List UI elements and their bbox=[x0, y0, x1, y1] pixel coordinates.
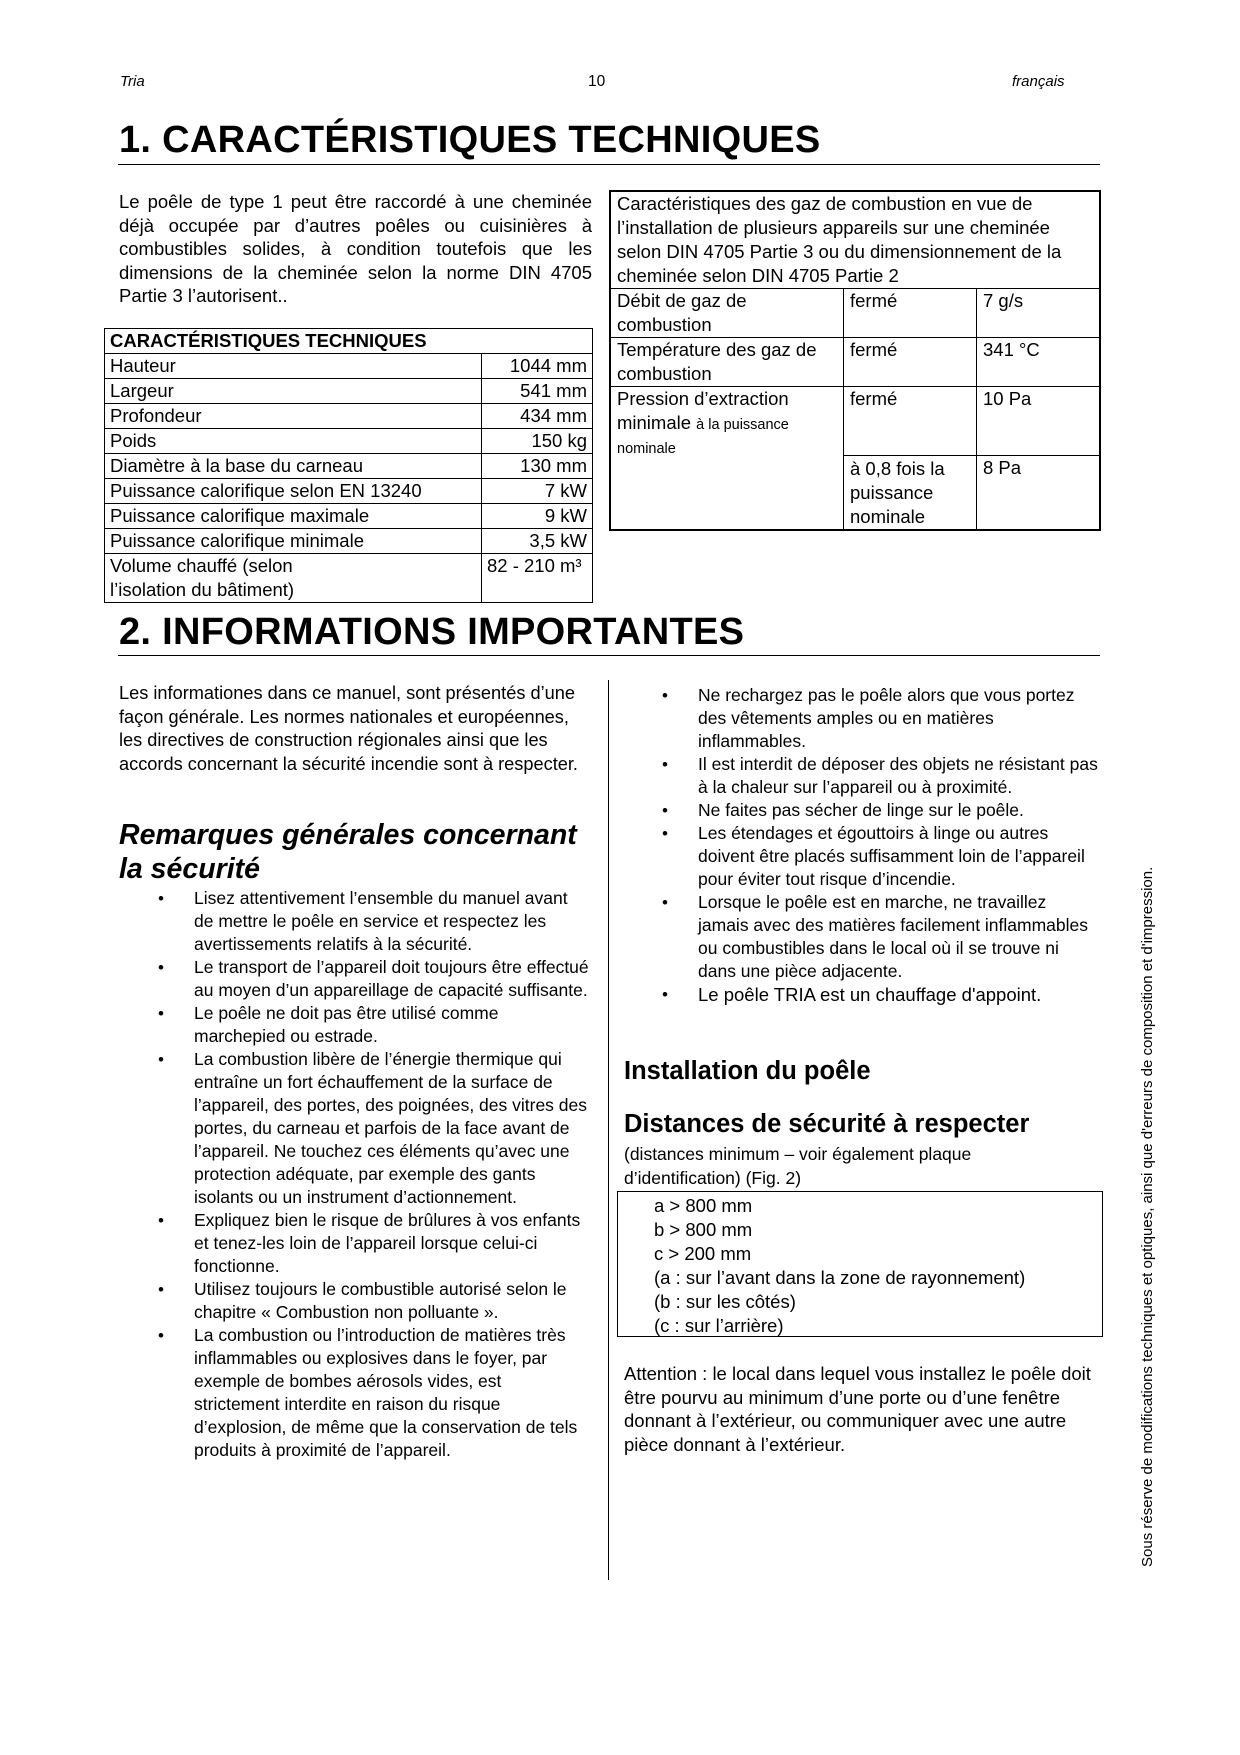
spec-value: 1044 mm bbox=[482, 354, 593, 379]
table-row bbox=[105, 404, 593, 429]
column-divider bbox=[608, 680, 609, 1580]
spec-value: 150 kg bbox=[482, 429, 593, 454]
distance-b-note: (b : sur les côtés) bbox=[654, 1291, 796, 1312]
table-row bbox=[105, 504, 593, 529]
table-row bbox=[105, 379, 593, 404]
page-number: 10 bbox=[588, 73, 606, 90]
list-item: • Il est interdit de déposer des objets ne résistant pas à la chaleur sur l’appareil ou à proximité. bbox=[698, 753, 1098, 799]
list-item: • Expliquez bien le risque de brûlures à vos enfants et tenez-les loin de l’appareil lorsque celui-ci fonctionne. bbox=[194, 1209, 590, 1278]
distance-c-note: (c : sur l’arrière) bbox=[654, 1315, 784, 1336]
install-heading: Installation du poêle bbox=[624, 1057, 871, 1085]
list-item: • Le poêle TRIA est un chauffage d'appoint. bbox=[698, 983, 1098, 1006]
spec-value: 82 - 210 m³ bbox=[482, 554, 593, 603]
table-row bbox=[105, 529, 593, 554]
spec-value: 3,5 kW bbox=[482, 529, 593, 554]
safety-heading: Remarques générales concernant la sécurité bbox=[119, 819, 577, 885]
safety-list-right bbox=[698, 684, 1098, 1006]
section1-title: 1. CARACTÉRISTIQUES TECHNIQUES bbox=[119, 119, 821, 161]
table-row bbox=[105, 554, 593, 603]
spec-label: Diamètre à la base du carneau bbox=[105, 454, 482, 479]
spec-value: 434 mm bbox=[482, 404, 593, 429]
spec-label: Puissance calorifique minimale bbox=[105, 529, 482, 554]
spec-table-header: CARACTÉRISTIQUES TECHNIQUES bbox=[105, 329, 593, 354]
spec-label: Puissance calorifique selon EN 13240 bbox=[105, 479, 482, 504]
list-item: • Lisez attentivement l’ensemble du manuel avant de mettre le poêle en service et respectez les avertissements relatifs à la sécurité. bbox=[194, 887, 590, 956]
spec-label: Largeur bbox=[105, 379, 482, 404]
spec-value: 7 kW bbox=[482, 479, 593, 504]
gas-value: 7 g/s bbox=[977, 289, 1101, 338]
list-item: • La combustion libère de l’énergie thermique qui entraîne un fort échauffement de la surface de l’appareil, des portes, des poignées, des vitres des portes, du carneau et parfois de la face avant de l’appareil. Ne touchez ces éléments qu’avec une protection adéquate, par exemple des gants isolants ou un instrument d’actionnement. bbox=[194, 1048, 590, 1209]
spec-label: Volume chauffé (selon l’isolation du bâtiment) bbox=[105, 554, 482, 603]
pressure-state-2: à 0,8 fois la puissance nominale bbox=[844, 456, 977, 531]
spec-value: 541 mm bbox=[482, 379, 593, 404]
table-row bbox=[610, 387, 1100, 456]
attention-text: Attention : le local dans lequel vous installez le poêle doit être pourvu au minimum d’une porte ou d’une fenêtre donnant à l’extérieur, ou communiquer avec une autre pièce donnant à l’extérieur. bbox=[624, 1363, 1091, 1455]
spec-label: Puissance calorifique maximale bbox=[105, 504, 482, 529]
list-item: • Le poêle ne doit pas être utilisé comme marchepied ou estrade. bbox=[194, 1002, 590, 1048]
list-item: • Les étendages et égouttoirs à linge ou autres doivent être placés suffisamment loin de l’appareil pour éviter tout risque d’incendie. bbox=[698, 822, 1098, 891]
distances-note: (distances minimum – voir également plaque d’identification) (Fig. 2) bbox=[624, 1144, 972, 1188]
header-right: français bbox=[1012, 73, 1065, 90]
table-row bbox=[105, 454, 593, 479]
safety-list bbox=[194, 887, 590, 1462]
gas-state: fermé bbox=[844, 289, 977, 338]
pressure-label-small: à la puissance nominale bbox=[617, 417, 789, 457]
section2-title: 2. INFORMATIONS IMPORTANTES bbox=[119, 611, 745, 653]
gas-label: Température des gaz de combustion bbox=[610, 338, 844, 387]
distances-heading: Distances de sécurité à respecter bbox=[624, 1110, 1030, 1138]
spec-value: 9 kW bbox=[482, 504, 593, 529]
gas-state: fermé bbox=[844, 338, 977, 387]
section2-rule bbox=[118, 655, 1100, 656]
spec-label: Poids bbox=[105, 429, 482, 454]
list-item: • Ne rechargez pas le poêle alors que vous portez des vêtements amples ou en matières inflammables. bbox=[698, 684, 1098, 753]
table-row bbox=[610, 289, 1100, 338]
gas-value: 341 °C bbox=[977, 338, 1101, 387]
table-row bbox=[105, 479, 593, 504]
pressure-state: fermé bbox=[844, 387, 977, 456]
section1-rule bbox=[118, 164, 1100, 165]
list-item: • Lorsque le poêle est en marche, ne travaillez jamais avec des matières facilement inflammables ou combustibles dans le local où il se trouve ni dans une pièce adjacente. bbox=[698, 891, 1098, 983]
section2-intro: Les informationes dans ce manuel, sont présentés d’une façon générale. Les normes nationales et européennes, les directives de construction régionales ainsi que les accords concernant la sécurité incendie sont à respecter. bbox=[119, 683, 578, 774]
list-item: • Ne faites pas sécher de linge sur le poêle. bbox=[698, 799, 1098, 822]
gas-table bbox=[609, 190, 1101, 531]
spec-label: Hauteur bbox=[105, 354, 482, 379]
side-note: Sous réserve de modifications techniques et optiques, ainsi que d'erreurs de composition et d'impression. bbox=[1139, 866, 1156, 1567]
list-item: • Le transport de l’appareil doit toujours être effectué au moyen d’un appareillage de capacité suffisante. bbox=[194, 956, 590, 1002]
distances-box bbox=[617, 1191, 1103, 1337]
pressure-value-2: 8 Pa bbox=[977, 456, 1101, 531]
pressure-label: Pression d’extraction minimale bbox=[617, 388, 789, 433]
table-row bbox=[105, 354, 593, 379]
distance-c: c > 200 mm bbox=[654, 1243, 752, 1264]
gas-table-header: Caractéristiques des gaz de combustion en vue de l’installation de plusieurs appareils sur une cheminée selon DIN 4705 Partie 3 ou du dimensionnement de la cheminée selon DIN 4705 Partie 2 bbox=[610, 191, 1100, 289]
section1-intro: Le poêle de type 1 peut être raccordé à une cheminée déjà occupée par d’autres poêles ou cuisinières à combustibles solides, à condition toutefois que les dimensions de la cheminée selon la norme DIN 4705 Partie 3 l’autorisent.. bbox=[119, 191, 592, 306]
table-row bbox=[105, 429, 593, 454]
distance-a: a > 800 mm bbox=[654, 1195, 753, 1216]
header-left: Tria bbox=[120, 73, 145, 90]
list-item: • La combustion ou l’introduction de matières très inflammables ou explosives dans le foyer, par exemple de bombes aérosols vides, est strictement interdite en raison du risque d’explosion, de même que la conservation de tels produits à proximité de l’appareil. bbox=[194, 1324, 590, 1462]
distance-b: b > 800 mm bbox=[654, 1219, 753, 1240]
pressure-label-cell bbox=[610, 387, 844, 531]
list-item: • Utilisez toujours le combustible autorisé selon le chapitre « Combustion non polluante ». bbox=[194, 1278, 590, 1324]
pressure-value: 10 Pa bbox=[977, 387, 1101, 456]
distance-a-note: (a : sur l’avant dans la zone de rayonnement) bbox=[654, 1267, 1026, 1288]
spec-label: Profondeur bbox=[105, 404, 482, 429]
gas-label: Débit de gaz de combustion bbox=[610, 289, 844, 338]
spec-value: 130 mm bbox=[482, 454, 593, 479]
table-row bbox=[610, 338, 1100, 387]
spec-table bbox=[104, 328, 593, 603]
